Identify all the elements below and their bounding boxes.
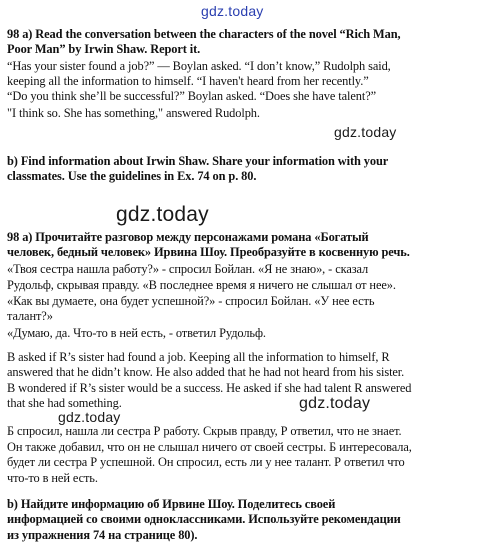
ru-dialogue-line-5: «Думаю, да. Что-то в ней есть, - ответил Рудольф.	[7, 326, 266, 340]
dialogue-line-4: "I think so. She has something," answered Rudolph.	[7, 106, 260, 120]
exercise-98b-heading-line-1: b) Find information about Irwin Shaw. Share your information with your	[7, 154, 389, 168]
ru-dialogue-line-4: талант?»	[7, 309, 53, 323]
exercise-98b-heading-line-2: classmates. Use the guidelines in Ex. 74 on p. 80.	[7, 169, 257, 183]
dialogue-line-2: keeping all the information to himself. “I haven't heard from her recently.”	[7, 74, 369, 88]
answer-ru-line-1: Б спросил, нашла ли сестра Р работу. Скрыв правду, Р ответил, что не знает.	[7, 424, 402, 438]
watermark-top: gdz.today	[201, 3, 264, 19]
answer-ru-line-2: Он также добавил, что он не слышал ничего от своей сестры. Б интересовала,	[7, 440, 412, 454]
dialogue-line-1: “Has your sister found a job?” — Boylan asked. “I don’t know,” Rudolph said,	[7, 59, 391, 73]
answer-en-line-4: that she had something.	[7, 396, 122, 410]
watermark-middle: gdz.today	[116, 203, 209, 226]
exercise-98a-heading-line-1: 98 a) Read the conversation between the characters of the novel “Rich Man,	[7, 27, 401, 41]
watermark-lower-right: gdz.today	[299, 395, 371, 412]
answer-en-line-1: B asked if R’s sister had found a job. Keeping all the information to himself, R	[7, 350, 390, 364]
ru-exercise-98b-line-1: b) Найдите информацию об Ирвине Шоу. Поделитесь своей	[7, 497, 336, 511]
answer-ru-line-3: будет ли сестра Р успешной. Он спросил, есть ли у нее талант. Р ответил что	[7, 455, 405, 469]
ru-dialogue-line-1: «Твоя сестра нашла работу?» - спросил Бойлан. «Я не знаю», - сказал	[7, 262, 369, 276]
ru-exercise-98a-heading-line-1: 98 а) Прочитайте разговор между персонажами романа «Богатый	[7, 230, 369, 244]
ru-dialogue-line-3: «Как вы думаете, она будет успешной?» - спросил Бойлан. «У нее есть	[7, 294, 375, 308]
answer-ru-line-4: что-то в ней есть.	[7, 471, 98, 485]
exercise-98a-heading-line-2: Poor Man” by Irwin Shaw. Report it.	[7, 42, 201, 56]
watermark-right-upper: gdz.today	[334, 124, 397, 140]
answer-en-line-3: B wondered if R’s sister would be a success. He asked if she had talent R answered	[7, 381, 412, 395]
ru-exercise-98b-line-3: из упражнения 74 на странице 80).	[7, 528, 198, 542]
dialogue-line-3: “Do you think she’ll be successful?” Boylan asked. “Does she have talent?”	[7, 89, 377, 103]
answer-en-line-2: answered that he didn’t know. He also added that he had not heard from his sister.	[7, 365, 405, 379]
watermark-lower-left: gdz.today	[58, 409, 121, 425]
ru-exercise-98a-heading-line-2: человек, бедный человек» Ирвина Шоу. Преобразуйте в косвенную речь.	[7, 245, 410, 259]
ru-exercise-98b-line-2: информацией со своими одноклассниками. Используйте рекомендации	[7, 512, 401, 526]
ru-dialogue-line-2: Рудольф, скрывая правду. «В последнее время я ничего не слышал от нее».	[7, 278, 396, 292]
